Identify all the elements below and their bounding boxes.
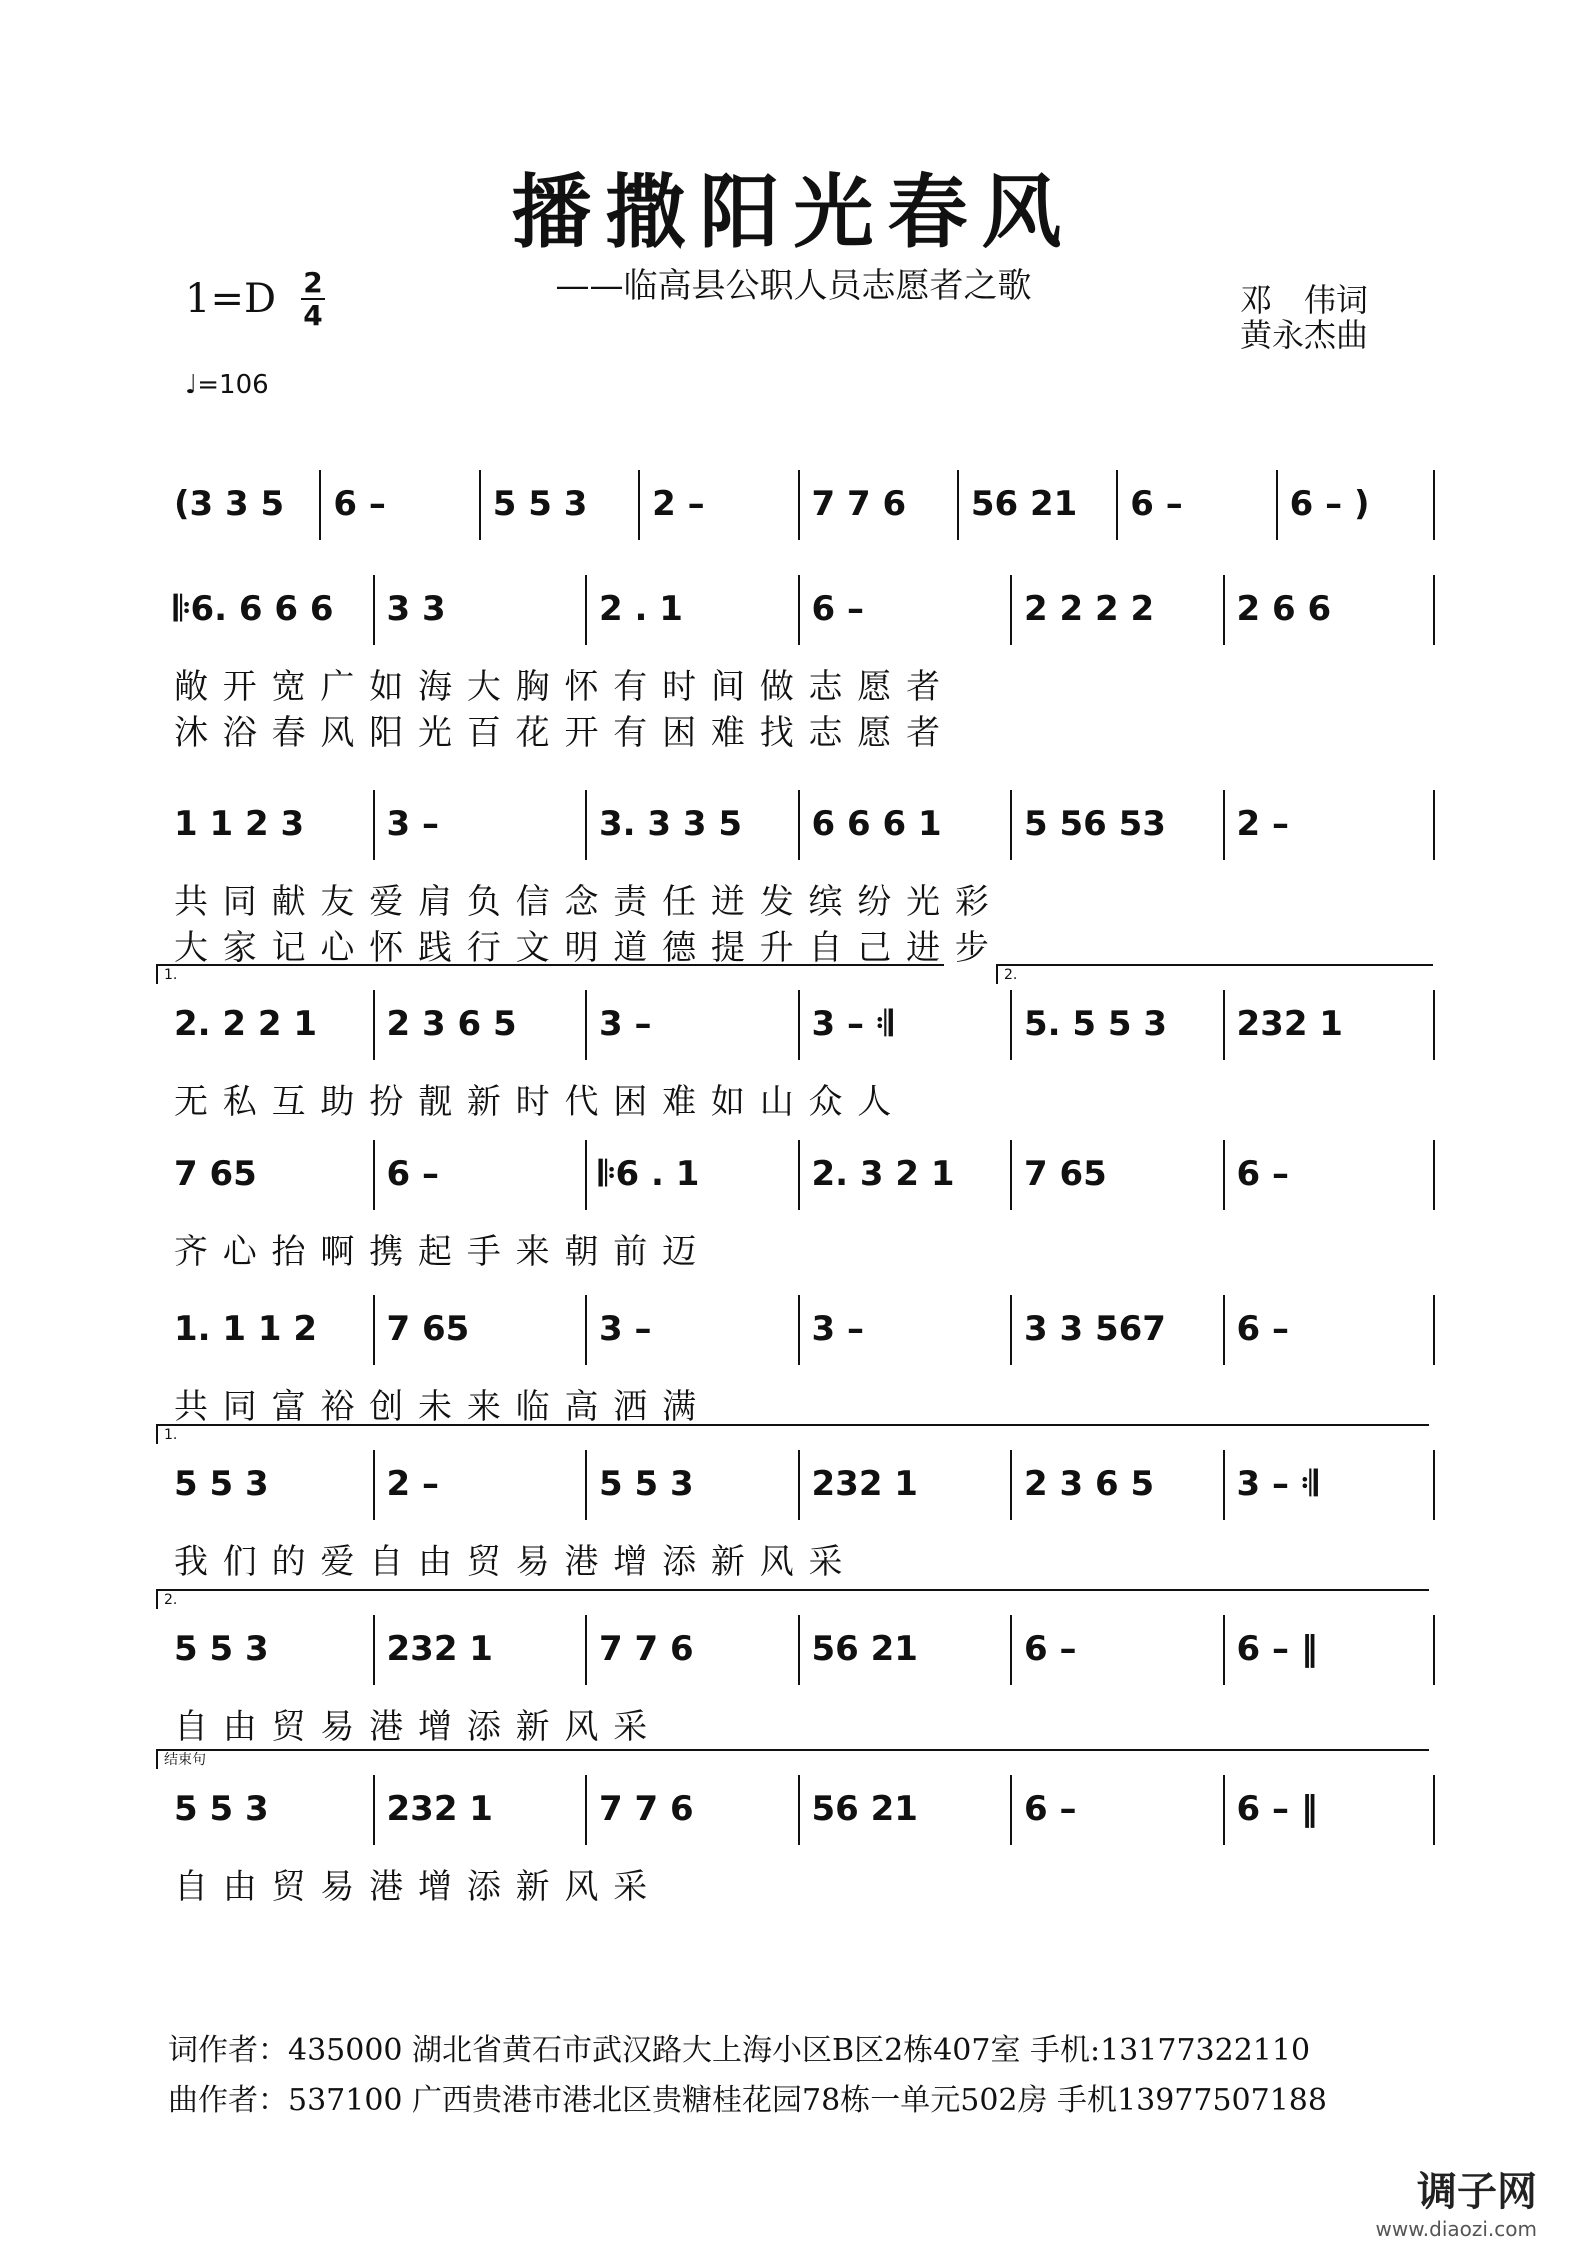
staff-row — [160, 1427, 1435, 1582]
measure: 2 – — [386, 1464, 439, 1504]
barline — [479, 470, 481, 540]
measure: 6 – — [1236, 1309, 1289, 1349]
measure: 5 5 3 — [492, 484, 588, 524]
notes-line — [160, 1775, 1435, 1845]
watermark-name: 调子网 — [1417, 2169, 1537, 2215]
measure: 7 7 6 — [811, 484, 907, 524]
measure: 2 6 6 — [1236, 589, 1332, 629]
volta-bracket: 2. — [996, 964, 1433, 984]
barline — [1010, 1140, 1012, 1210]
time-top: 2 — [303, 266, 323, 299]
barline — [1223, 1295, 1225, 1365]
measure: 6 – ) — [1289, 484, 1370, 524]
barline — [585, 990, 587, 1060]
barline — [798, 1775, 800, 1845]
measure: 2 – — [652, 484, 705, 524]
measure: 3. 3 3 5 — [599, 804, 743, 844]
measure: 56 21 — [811, 1629, 918, 1669]
barline-end — [1433, 1615, 1435, 1685]
barline — [798, 1615, 800, 1685]
measure: 232 1 — [811, 1464, 918, 1504]
barline — [1116, 470, 1118, 540]
barline — [1276, 470, 1278, 540]
barline-end — [1433, 1295, 1435, 1365]
lyrics-verse-1: 齐 心 抬 啊 携 起 手 来 朝 前 迈 — [174, 1232, 699, 1272]
song-title: 播撒阳光春风 — [511, 165, 1076, 259]
measure: 6 – — [811, 589, 864, 629]
lyrics-verse-1: 我 们 的 爱 自 由 贸 易 港 增 添 新 风 采 — [174, 1542, 845, 1582]
lyrics-verse-1: 自 由 贸 易 港 增 添 新 风 采 — [174, 1867, 650, 1907]
notes-line — [160, 1615, 1435, 1685]
barline — [373, 575, 375, 645]
measure: 232 1 — [1236, 1004, 1343, 1044]
barline — [373, 1295, 375, 1365]
staff-row — [160, 967, 1435, 1122]
lyrics-verse-1: 自 由 贸 易 港 增 添 新 风 采 — [174, 1707, 650, 1747]
measure: 6 – ‖ — [1236, 1629, 1318, 1669]
measure: 6 – — [386, 1154, 439, 1194]
barline — [957, 470, 959, 540]
measure: 1 1 2 3 — [174, 804, 305, 844]
measure: 6 – — [1024, 1789, 1077, 1829]
barline — [1010, 1450, 1012, 1520]
volta-bracket: 2. — [156, 1589, 1429, 1609]
measure: 𝄆6. 6 6 6 — [174, 589, 334, 629]
barline — [1223, 1775, 1225, 1845]
measure: 7 7 6 — [599, 1789, 694, 1829]
barline — [798, 1295, 800, 1365]
measure: 2 3 6 5 — [1024, 1464, 1155, 1504]
volta-bracket: 1. — [156, 1424, 1429, 1444]
barline — [798, 1450, 800, 1520]
barline — [1223, 790, 1225, 860]
song-subtitle: ——临高县公职人员志愿者之歌 — [555, 266, 1032, 306]
barline-end — [1433, 575, 1435, 645]
barline — [638, 470, 640, 540]
measure: 5 5 3 — [174, 1629, 269, 1669]
measure: 7 7 6 — [599, 1629, 694, 1669]
time-bottom: 4 — [303, 299, 323, 333]
barline — [373, 1615, 375, 1685]
notes-line — [160, 575, 1435, 645]
tempo-mark: ♩=106 — [185, 370, 269, 400]
barline — [585, 575, 587, 645]
measure: 6 – ‖ — [1236, 1789, 1318, 1829]
barline-end — [1433, 470, 1435, 540]
measure: 5 5 3 — [174, 1789, 269, 1829]
measure: 6 – — [1236, 1154, 1289, 1194]
measure: 3 – — [599, 1004, 652, 1044]
measure: 2. 2 2 1 — [174, 1004, 318, 1044]
notes-line — [160, 470, 1435, 540]
measure: 5 56 53 — [1024, 804, 1166, 844]
measure: 7 65 — [1024, 1154, 1107, 1194]
barline — [585, 1450, 587, 1520]
lyrics-verse-2: 大 家 记 心 怀 践 行 文 明 道 德 提 升 自 己 进 步 — [174, 928, 991, 968]
lyrics-verse-2: 沐 浴 春 风 阳 光 百 花 开 有 困 难 找 志 愿 者 — [174, 713, 943, 753]
barline — [1010, 575, 1012, 645]
barline-end — [1433, 790, 1435, 860]
lyrics-verse-1: 敞 开 宽 广 如 海 大 胸 怀 有 时 间 做 志 愿 者 — [174, 667, 943, 707]
staff-row — [160, 1752, 1435, 1907]
measure: 3 – — [811, 1309, 864, 1349]
measure: 6 – — [1130, 484, 1183, 524]
measure: 232 1 — [386, 1789, 493, 1829]
notes-line — [160, 790, 1435, 860]
notes-line — [160, 1450, 1435, 1520]
barline — [585, 1140, 587, 1210]
time-signature — [298, 268, 328, 331]
notes-line — [160, 1140, 1435, 1210]
key-signature: 1=D — [185, 276, 277, 322]
barline — [585, 1775, 587, 1845]
measure: 3 – — [386, 804, 439, 844]
barline — [373, 1450, 375, 1520]
barline-end — [1433, 1450, 1435, 1520]
measure: 𝄆6 . 1 — [599, 1154, 700, 1194]
staff-row — [160, 790, 1435, 968]
measure: 7 65 — [174, 1154, 257, 1194]
watermark — [1376, 2160, 1537, 2241]
staff-row — [160, 470, 1435, 540]
measure: 3 – 𝄇 — [811, 1004, 893, 1044]
lyricist-credit: 邓 伟词 — [1240, 281, 1369, 319]
barline — [1223, 575, 1225, 645]
lyrics-verse-1: 无 私 互 助 扮 靓 新 时 代 困 难 如 山 众 人 — [174, 1082, 894, 1122]
measure: 6 6 6 1 — [811, 804, 942, 844]
staff-row — [160, 575, 1435, 753]
measure: 5 5 3 — [599, 1464, 694, 1504]
measure: 3 3 — [386, 589, 446, 629]
measure: 2 – — [1236, 804, 1289, 844]
barline — [1010, 790, 1012, 860]
measure: 6 – — [1024, 1629, 1077, 1669]
measure: 2 2 2 2 — [1024, 589, 1155, 629]
measure: 7 65 — [386, 1309, 470, 1349]
barline — [798, 990, 800, 1060]
notes-line — [160, 990, 1435, 1060]
barline — [1010, 1775, 1012, 1845]
measure: 2 3 6 5 — [386, 1004, 517, 1044]
barline — [585, 790, 587, 860]
measure: 5. 5 5 3 — [1024, 1004, 1168, 1044]
composer-contact: 曲作者：537100 广西贵港市港北区贵糖桂花园78栋一单元502房 手机13977507188 — [168, 2083, 1327, 2118]
measure: 1. 1 1 2 — [174, 1309, 318, 1349]
measure: 3 – 𝄇 — [1236, 1464, 1318, 1504]
barline — [1010, 1295, 1012, 1365]
barline — [319, 470, 321, 540]
barline — [373, 990, 375, 1060]
measure: (3 3 5 — [174, 484, 285, 524]
barline — [1223, 1140, 1225, 1210]
measure: 232 1 — [386, 1629, 493, 1669]
notes-line — [160, 1295, 1435, 1365]
measure: 6 – — [333, 484, 386, 524]
measure: 56 21 — [811, 1789, 918, 1829]
measure: 5 5 3 — [174, 1464, 269, 1504]
staff-row — [160, 1592, 1435, 1747]
volta-bracket: 1. — [156, 964, 944, 984]
barline — [373, 790, 375, 860]
barline — [1223, 1450, 1225, 1520]
composer-credit: 黄永杰曲 — [1240, 316, 1369, 354]
barline-end — [1433, 1775, 1435, 1845]
barline — [585, 1615, 587, 1685]
volta-bracket: 结束句 — [156, 1749, 1429, 1769]
barline — [373, 1775, 375, 1845]
barline — [798, 575, 800, 645]
barline — [798, 470, 800, 540]
barline — [1223, 1615, 1225, 1685]
measure: 3 3 567 — [1024, 1309, 1166, 1349]
staff-row — [160, 1140, 1435, 1272]
measure: 3 – — [599, 1309, 652, 1349]
measure: 56 21 — [970, 484, 1078, 524]
barline — [1010, 1615, 1012, 1685]
lyrics-verse-1: 共 同 富 裕 创 未 来 临 高 洒 满 — [174, 1387, 699, 1427]
measure: 2 . 1 — [599, 589, 683, 629]
staff-row — [160, 1295, 1435, 1427]
measure: 2. 3 2 1 — [811, 1154, 955, 1194]
barline-end — [1433, 1140, 1435, 1210]
barline — [798, 790, 800, 860]
barline — [1223, 990, 1225, 1060]
barline — [1010, 990, 1012, 1060]
watermark-url: www.diaozi.com — [1375, 2217, 1537, 2241]
barline — [373, 1140, 375, 1210]
barline-end — [1433, 990, 1435, 1060]
lyrics-verse-1: 共 同 献 友 爱 肩 负 信 念 责 任 迸 发 缤 纷 光 彩 — [174, 882, 991, 922]
barline — [798, 1140, 800, 1210]
barline — [585, 1295, 587, 1365]
lyricist-contact: 词作者：435000 湖北省黄石市武汉路大上海小区B区2栋407室 手机:13177322110 — [168, 2033, 1311, 2068]
